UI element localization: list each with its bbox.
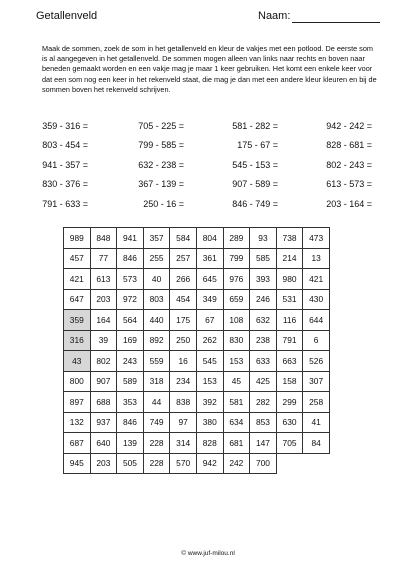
grid-cell[interactable]: 584 [170, 228, 197, 249]
sum-item: 203 - 164 = [326, 198, 372, 209]
page-title: Getallenveld [36, 10, 98, 22]
grid-cell[interactable]: 473 [303, 228, 330, 249]
name-label: Naam: [258, 10, 291, 22]
grid-row [64, 330, 330, 351]
grid-cell[interactable]: 581 [223, 392, 250, 413]
grid-row [64, 289, 330, 310]
grid-cell[interactable]: 633 [250, 351, 277, 372]
grid-cell[interactable]: 644 [303, 310, 330, 331]
sum-row [38, 179, 382, 198]
grid-cell[interactable]: 907 [90, 371, 117, 392]
grid-cell[interactable]: 132 [64, 412, 91, 433]
grid-cell[interactable]: 681 [223, 433, 250, 454]
grid-cell[interactable]: 640 [90, 433, 117, 454]
instructions-text: Maak de sommen, zoek de som in het getallenveld en kleur de vakjes met een potlood. De eerste som is al aangegeven in het getallenveld. De sommen mogen alleen van links naar rechts en boven naar beneden gemaakt worden en een vakje mag je maar 1 keer gebruiken. Het komt een enkele keer voor dat een som nog een keer in het rekenveld staat, die mag je dan met een andere kleur kleuren en bij de sommen boven het rekenveld schrijven. [42, 44, 377, 94]
grid-cell[interactable]: 257 [170, 248, 197, 269]
grid-cell[interactable]: 749 [143, 412, 170, 433]
grid-cell[interactable]: 6 [303, 330, 330, 351]
grid-cell[interactable]: 828 [196, 433, 223, 454]
grid-cell[interactable]: 228 [143, 453, 170, 474]
grid-cell[interactable]: 316 [64, 330, 91, 351]
grid-cell[interactable]: 357 [143, 228, 170, 249]
sum-item: 846 - 749 = [232, 198, 278, 209]
sum-item: 942 - 242 = [326, 121, 372, 131]
grid-cell[interactable]: 545 [196, 351, 223, 372]
grid-cell[interactable]: 258 [303, 392, 330, 413]
grid-cell[interactable]: 314 [170, 433, 197, 454]
grid-cell[interactable]: 250 [170, 330, 197, 351]
name-field-line[interactable] [292, 22, 380, 23]
sum-item: 830 - 376 = [42, 179, 88, 190]
grid-cell[interactable]: 93 [250, 228, 277, 249]
page-header [36, 8, 380, 28]
sum-row [38, 160, 382, 179]
grid-cell[interactable]: 647 [64, 289, 91, 310]
grid-cell[interactable]: 234 [170, 371, 197, 392]
grid-cell[interactable]: 937 [90, 412, 117, 433]
grid-cell[interactable]: 45 [223, 371, 250, 392]
grid-cell[interactable]: 421 [303, 269, 330, 290]
grid-cell[interactable]: 705 [276, 433, 303, 454]
grid-cell[interactable]: 570 [170, 453, 197, 474]
grid-cell[interactable]: 976 [223, 269, 250, 290]
grid-cell[interactable]: 425 [250, 371, 277, 392]
sum-row [38, 140, 382, 159]
sum-row [38, 121, 382, 140]
grid-row [64, 392, 330, 413]
grid-cell[interactable]: 282 [250, 392, 277, 413]
grid-cell[interactable]: 630 [276, 412, 303, 433]
grid-cell[interactable]: 531 [276, 289, 303, 310]
grid-cell[interactable]: 688 [90, 392, 117, 413]
grid-row [64, 248, 330, 269]
grid-cell[interactable]: 897 [64, 392, 91, 413]
grid-cell[interactable]: 791 [276, 330, 303, 351]
grid-cell[interactable]: 153 [223, 351, 250, 372]
sum-item: 828 - 681 = [326, 140, 372, 151]
grid-cell[interactable]: 846 [117, 412, 144, 433]
grid-cell[interactable]: 454 [170, 289, 197, 310]
grid-row [64, 371, 330, 392]
sum-item: 799 - 585 = [138, 140, 184, 151]
sum-item: 803 - 454 = [42, 140, 88, 151]
grid-cell[interactable]: 228 [143, 433, 170, 454]
grid-cell[interactable]: 853 [250, 412, 277, 433]
grid-cell[interactable]: 659 [223, 289, 250, 310]
grid-cell[interactable]: 738 [276, 228, 303, 249]
grid-cell[interactable]: 505 [117, 453, 144, 474]
grid-cell[interactable]: 846 [117, 248, 144, 269]
sum-item: 791 - 633 = [42, 198, 88, 209]
grid-cell[interactable]: 634 [223, 412, 250, 433]
sum-item: 632 - 238 = [138, 159, 184, 170]
grid-cell[interactable]: 803 [143, 289, 170, 310]
grid-cell[interactable]: 892 [143, 330, 170, 351]
grid-cell[interactable]: 645 [196, 269, 223, 290]
grid-cell[interactable]: 84 [303, 433, 330, 454]
grid-cell[interactable]: 421 [64, 269, 91, 290]
sum-row [38, 199, 382, 218]
grid-cell[interactable]: 97 [170, 412, 197, 433]
grid-cell[interactable]: 838 [170, 392, 197, 413]
sum-item: 250 - 16 = [143, 198, 184, 209]
grid-cell[interactable]: 203 [90, 453, 117, 474]
grid-cell[interactable]: 39 [90, 330, 117, 351]
grid-cell[interactable]: 430 [303, 289, 330, 310]
grid-cell[interactable]: 573 [117, 269, 144, 290]
grid-cell[interactable]: 663 [276, 351, 303, 372]
grid-cell[interactable]: 632 [250, 310, 277, 331]
grid-cell[interactable]: 800 [64, 371, 91, 392]
number-grid [63, 227, 330, 474]
grid-cell[interactable]: 203 [90, 289, 117, 310]
grid-row [64, 269, 330, 290]
grid-cell[interactable]: 980 [276, 269, 303, 290]
grid-cell[interactable]: 804 [196, 228, 223, 249]
grid-cell[interactable]: 559 [143, 351, 170, 372]
grid-cell[interactable]: 393 [250, 269, 277, 290]
sum-item: 802 - 243 = [326, 159, 372, 170]
grid-cell[interactable]: 613 [90, 269, 117, 290]
sums-list [38, 121, 382, 218]
sum-item: 581 - 282 = [232, 121, 278, 131]
sum-item: 907 - 589 = [232, 179, 278, 190]
grid-cell[interactable]: 942 [196, 453, 223, 474]
grid-cell[interactable]: 262 [196, 330, 223, 351]
grid-cell[interactable]: 16 [170, 351, 197, 372]
sum-item: 613 - 573 = [326, 179, 372, 190]
grid-cell[interactable]: 802 [90, 351, 117, 372]
sum-item: 941 - 357 = [42, 159, 88, 170]
grid-cell[interactable]: 43 [64, 351, 91, 372]
sum-item: 367 - 139 = [138, 179, 184, 190]
grid-cell[interactable]: 945 [64, 453, 91, 474]
grid-cell[interactable]: 799 [223, 248, 250, 269]
grid-row [64, 453, 330, 474]
footer-credit: © www.juf-milou.nl [181, 550, 235, 557]
grid-cell[interactable]: 266 [170, 269, 197, 290]
grid-cell[interactable]: 359 [64, 310, 91, 331]
grid-cell[interactable]: 147 [250, 433, 277, 454]
grid-cell[interactable]: 238 [250, 330, 277, 351]
grid-cell[interactable]: 153 [196, 371, 223, 392]
grid-cell[interactable]: 830 [223, 330, 250, 351]
sum-item: 545 - 153 = [232, 159, 278, 170]
grid-cell[interactable]: 941 [117, 228, 144, 249]
grid-row [64, 228, 330, 249]
grid-cell[interactable]: 40 [143, 269, 170, 290]
grid-cell[interactable]: 700 [250, 453, 277, 474]
grid-cell[interactable]: 289 [223, 228, 250, 249]
grid-cell[interactable]: 77 [90, 248, 117, 269]
grid-cell[interactable]: 440 [143, 310, 170, 331]
grid-cell[interactable]: 380 [196, 412, 223, 433]
grid-cell[interactable]: 526 [303, 351, 330, 372]
grid-cell[interactable]: 243 [117, 351, 144, 372]
grid-cell[interactable]: 589 [117, 371, 144, 392]
grid-cell[interactable]: 972 [117, 289, 144, 310]
grid-cell[interactable]: 307 [303, 371, 330, 392]
grid-cell[interactable]: 158 [276, 371, 303, 392]
grid-cell[interactable]: 44 [143, 392, 170, 413]
grid-cell[interactable]: 13 [303, 248, 330, 269]
grid-cell[interactable]: 108 [223, 310, 250, 331]
grid-cell[interactable]: 67 [196, 310, 223, 331]
grid-cell[interactable]: 164 [90, 310, 117, 331]
grid-cell[interactable]: 989 [64, 228, 91, 249]
grid-cell[interactable]: 255 [143, 248, 170, 269]
grid-cell[interactable]: 392 [196, 392, 223, 413]
sum-item: 175 - 67 = [237, 140, 278, 151]
grid-cell[interactable]: 848 [90, 228, 117, 249]
grid-cell[interactable]: 353 [117, 392, 144, 413]
grid-cell[interactable]: 242 [223, 453, 250, 474]
grid-row [64, 351, 330, 372]
grid-cell[interactable]: 175 [170, 310, 197, 331]
grid-cell[interactable]: 564 [117, 310, 144, 331]
grid-cell[interactable]: 457 [64, 248, 91, 269]
grid-cell[interactable]: 116 [276, 310, 303, 331]
grid-row [64, 310, 330, 331]
grid-cell[interactable]: 214 [276, 248, 303, 269]
grid-cell[interactable]: 687 [64, 433, 91, 454]
grid-cell[interactable]: 299 [276, 392, 303, 413]
grid-row [64, 412, 330, 433]
grid-cell[interactable]: 349 [196, 289, 223, 310]
grid-cell[interactable]: 361 [196, 248, 223, 269]
grid-cell[interactable]: 318 [143, 371, 170, 392]
grid-cell[interactable]: 585 [250, 248, 277, 269]
grid-cell[interactable]: 169 [117, 330, 144, 351]
grid-cell[interactable]: 41 [303, 412, 330, 433]
sum-item: 705 - 225 = [138, 121, 184, 131]
grid-row [64, 433, 330, 454]
sum-item: 359 - 316 = [42, 121, 88, 131]
grid-cell[interactable]: 246 [250, 289, 277, 310]
grid-cell[interactable]: 139 [117, 433, 144, 454]
